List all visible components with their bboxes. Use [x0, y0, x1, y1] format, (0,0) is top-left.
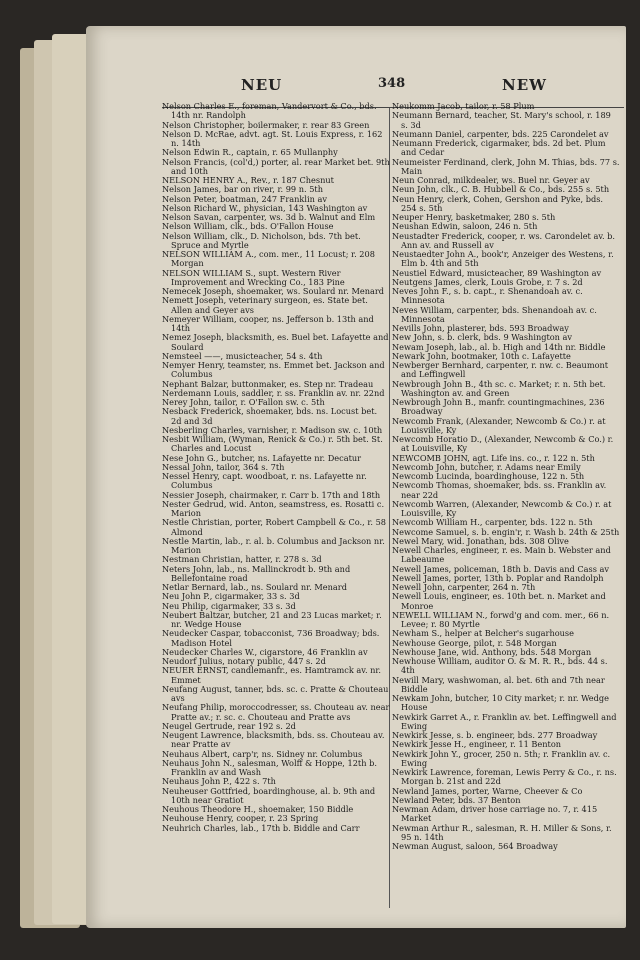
directory-entry: Neudecker Charles W., cigarstore, 46 Franklin av — [162, 646, 368, 657]
directory-entry: Newcomb William H., carpenter, bds. 122 n. 5th — [392, 517, 593, 528]
directory-entry: Nestman Christian, hatter, r. 278 s. 3d — [162, 554, 322, 565]
directory-entry: Neufang August, tanner, bds. sc. c. Pratte & Chouteau avs — [162, 683, 389, 703]
directory-entry: Newkirk Lawrence, foreman, Lewis Perry & Co., r. ns. Morgan b. 21st and 22d — [392, 767, 617, 787]
directory-entry: Nesbit William, (Wyman, Renick & Co.) r. 5th bet. St. Charles and Locust — [162, 434, 383, 454]
directory-entry: Nemett Joseph, veterinary surgeon, es. State bet. Allen and Geyer avs — [162, 295, 368, 315]
directory-entry: Newbrough John B., manfr. countingmachines, 236 Broadway — [392, 397, 605, 417]
directory-entry: Nelson William, clk., bds. O'Fallon House — [162, 221, 334, 232]
directory-entry: Newell James, porter, 13th b. Poplar and Randolph — [392, 572, 604, 583]
directory-entry: Nelson Edwin R., captain, r. 65 Mullanphy — [162, 147, 338, 158]
directory-entry: Newcomb Warren, (Alexander, Newcomb & Co.) r. at Louisville, Ky — [392, 498, 612, 518]
directory-entry: Neumann Frederick, cigarmaker, bds. 2d bet. Plum and Cedar — [392, 138, 606, 158]
page-number: 348 — [378, 76, 406, 91]
directory-entry: Neugent Lawrence, blacksmith, bds. ss. Chouteau av. near Pratte av — [162, 730, 385, 750]
directory-entry: Neuper Henry, basketmaker, 280 s. 5th — [392, 212, 556, 222]
directory-entry: Nelson Savan, carpenter, ws. 3d b. Walnut and Elm — [162, 212, 376, 222]
directory-entry: Nelson Peter, boatman, 247 Franklin av — [162, 193, 327, 204]
directory-entry: Newland Peter, bds. 37 Benton — [392, 794, 521, 805]
directory-entry: Neuhouse Henry, cooper, r. 23 Spring — [162, 813, 319, 824]
directory-entry: Newman Adam, driver hose carriage no. 7, r. 415 Market — [392, 804, 598, 824]
directory-entry: Nemeyer William, cooper, ns. Jefferson b. 13th and 14th — [162, 313, 374, 333]
directory-entry: NEUER ERNST, candlemanfr., es. Hamtramck av. nr. Emmet — [162, 665, 382, 685]
directory-entry: Neuhaus Albert, carp'r, ns. Sidney nr. Columbus — [162, 748, 363, 759]
directory-entry: Newhouse George, pilot, r. 548 Morgan — [392, 637, 557, 648]
directory-entry: New John, s. b. clerk, bds. 9 Washington av — [392, 332, 573, 343]
directory-entry: Nevills John, plasterer, bds. 593 Broadway — [392, 323, 569, 333]
directory-entry: Nestle Christian, porter, Robert Campbell & Co., r. 58 Almond — [162, 517, 386, 537]
directory-entry: Newcomb Horatio D., (Alexander, Newcomb & Co.) r. at Louisville, Ky — [392, 434, 614, 454]
directory-entry: Newhouse Jane, wid. Anthony, bds. 548 Morgan — [392, 646, 592, 657]
directory-entry: Newkirk Jesse, s. b. engineer, bds. 277 Broadway — [392, 730, 598, 740]
directory-entry: Newcomb Frank, (Alexander, Newcomb & Co.) r. at Louisville, Ky — [392, 415, 606, 435]
directory-entry: Nessier Joseph, chairmaker, r. Carr b. 17th and 18th — [162, 489, 381, 500]
directory-entry: Neudecker Caspar, tobacconist, 736 Broadway; bds. Madison Hotel — [162, 628, 380, 648]
directory-entry: Newkirk John Y., grocer, 250 n. 5th; r. Franklin av. c. Ewing — [392, 748, 611, 768]
directory-entry: Nese John G., butcher, ns. Lafayette nr. Decatur — [162, 452, 362, 463]
header-right-word: NEW — [502, 76, 547, 94]
directory-entry: Neumeister Ferdinand, clerk, John M. Thias, bds. 77 s. Main — [392, 156, 620, 176]
directory-entry: Newland James, porter, Warne, Cheever & Co — [392, 785, 583, 796]
directory-entry: Nessal John, tailor, 364 s. 7th — [162, 461, 285, 472]
directory-entry: Neun Conrad, milkdealer, ws. Buel nr. Geyer av — [392, 175, 590, 185]
directory-entry: Nelson Richard W., physician, 143 Washington av — [162, 202, 368, 213]
directory-entry: Nessel Henry, capt. woodboat, r. ns. Lafayette nr. Columbus — [162, 471, 367, 491]
directory-entry: Newell James, policeman, 18th b. Davis and Cass av — [392, 563, 610, 574]
directory-entry: Newark John, bootmaker, 10th c. Lafayette — [392, 350, 571, 361]
directory-entry: NELSON HENRY A., Rev., r. 187 Chesnut — [162, 175, 334, 185]
directory-entry: Newcomb Lucinda, boardinghouse, 122 n. 5th — [392, 471, 585, 481]
directory-entry: Newcome Samuel, s. b. engin'r, r. Wash b. 24th & 25th — [392, 526, 620, 537]
directory-entry: Nestle Martin, lab., r. al. b. Columbus and Jackson nr. Marion — [162, 535, 385, 555]
page-header — [86, 76, 626, 102]
directory-entry: Nephant Balzar, buttonmaker, es. Step nr. Tradeau — [162, 378, 374, 389]
directory-entry: Newell Louis, engineer, es. 10th bet. n. Market and Monroe — [392, 591, 606, 611]
directory-entry: Neushan Edwin, saloon, 246 n. 5th — [392, 221, 538, 232]
directory-entry: Newkirk Jesse H., engineer, r. 11 Benton — [392, 739, 562, 750]
directory-entry: Newill Mary, washwoman, al. bet. 6th and 7th near Biddle — [392, 674, 605, 694]
directory-entry: Neugel Gertrude, rear 192 s. 2d — [162, 720, 296, 731]
directory-entry: Newhouse William, auditor O. & M. R. R., bds. 44 s. 4th — [392, 656, 608, 676]
directory-entry: Nelson William, clk., D. Nicholson, bds. 7th bet. Spruce and Myrtle — [162, 230, 361, 250]
directory-entry: Nelson Francis, (col'd,) porter, al. rear Market bet. 9th and 10th — [162, 156, 390, 176]
directory-entry: Newell John, carpenter, 264 n. 7th — [392, 582, 536, 592]
directory-entry: Neufang Philip, moroccodresser, ss. Chouteau av. near Pratte av.; r. sc. c. Chouteau and Pratte avs — [162, 702, 390, 722]
directory-entry: Neuhrich Charles, lab., 17th b. Biddle and Carr — [162, 822, 360, 833]
header-left-word: NEU — [241, 76, 283, 94]
directory-entry: Neustiel Edward, musicteacher, 89 Washington av — [392, 267, 602, 278]
directory-entry: Newcomb John, butcher, r. Adams near Emily — [392, 461, 581, 472]
directory-entry: Neves John F., s. b. capt., r. Shenandoah av. c. Minnesota — [392, 286, 583, 306]
directory-entry: Nesback Frederick, shoemaker, bds. ns. Locust bet. 2d and 3d — [162, 406, 378, 426]
directory-entry: Nemyer Henry, teamster, ns. Emmet bet. Jackson and Columbus — [162, 360, 385, 380]
directory-entry: Neudorf Julius, notary public, 447 s. 2d — [162, 656, 326, 666]
directory-entry: Neukomm Jacob, tailor, r. 58 Plum — [392, 101, 535, 111]
directory-entry: NELSON WILLIAM S., supt. Western River Improvement and Wrecking Co., 183 Pine — [162, 267, 345, 287]
directory-entry: Neutgens James, clerk, Louis Grobe, r. 7 s. 2d — [392, 276, 583, 287]
directory-entry: Nester Gedrud, wid. Anton, seamstress, es. Rosatti c. Marion — [162, 498, 385, 518]
directory-entry: Neuhaus John P., 422 s. 7th — [162, 776, 276, 787]
directory-entry: Neu Philip, cigarmaker, 33 s. 3d — [162, 600, 296, 611]
directory-entry: NELSON WILLIAM A., com. mer., 11 Locust; r. 208 Morgan — [162, 249, 375, 269]
left-column — [162, 102, 390, 833]
directory-entry: Newham S., helper at Belcher's sugarhouse — [392, 628, 574, 639]
directory-entry: Nelson Christopher, boilermaker, r. rear 83 Green — [162, 119, 370, 130]
directory-entry: Newel Mary, wid. Jonathan, bds. 308 Olive — [392, 535, 569, 546]
directory-entry: Nelson D. McRae, advt. agt. St. Louis Express, r. 162 n. 14th — [162, 128, 383, 148]
directory-entry: Newman Arthur R., salesman, R. H. Miller & Sons, r. 95 n. 14th — [392, 822, 612, 842]
directory-entry: Newman August, saloon, 564 Broadway — [392, 841, 558, 851]
directory-entry: Nesberling Charles, varnisher, r. Madison sw. c. 10th — [162, 424, 383, 435]
directory-entry: Neumann Daniel, carpenter, bds. 225 Carondelet av — [392, 128, 609, 139]
directory-entry: Newkirk Garret A., r. Franklin av. bet. Leffingwell and Ewing — [392, 711, 617, 731]
directory-entry: Nemez Joseph, blacksmith, es. Buel bet. Lafayette and Soulard — [162, 332, 389, 352]
directory-entry: Newbrough John B., 4th sc. c. Market; r. n. 5th bet. Washington av. and Green — [392, 378, 606, 398]
directory-entry: Nerey John, tailor, r. O'Fallon sw. c. 5th — [162, 397, 325, 407]
directory-entry: Newberger Bernhard, carpenter, r. nw. c. Beaumont and Leffingwell — [392, 360, 609, 380]
directory-entry: Newam Joseph, lab., al. b. High and 14th nr. Biddle — [392, 341, 606, 352]
directory-entry: Nerdemann Louis, saddler, r. ss. Franklin av. nr. 22nd — [162, 387, 385, 398]
directory-entry: Neves William, carpenter, bds. Shenandoah av. c. Minnesota — [392, 304, 597, 324]
directory-entry: Nelson Charles E., foreman, Vandervort & Co., bds. 14th nr. Randolph — [162, 101, 377, 121]
directory-entry: Netlar Bernard, lab., ns. Soulard nr. Menard — [162, 582, 347, 592]
directory-entry: Neustadter Frederick, cooper, r. ws. Carondelet av. b. Ann av. and Russell av — [392, 230, 616, 250]
directory-entry: Newkam John, butcher, 10 City market; r. nr. Wedge House — [392, 693, 609, 713]
directory-entry: Newcomb Thomas, shoemaker, bds. ss. Franklin av. near 22d — [392, 480, 607, 500]
directory-entry: Neu John P., cigarmaker, 33 s. 3d — [162, 591, 300, 602]
right-column — [392, 102, 620, 851]
directory-entry: Nemsteel ——, musicteacher, 54 s. 4th — [162, 350, 323, 361]
directory-entry: Neumann Bernard, teacher, St. Mary's school, r. 189 s. 3d — [392, 110, 611, 130]
directory-entry: Neustaedter John A., book'r, Anzeiger des Westens, r. Elm b. 4th and 5th — [392, 249, 614, 269]
directory-page — [86, 26, 626, 928]
directory-entry: Nelson James, bar on river, r. 99 n. 5th — [162, 184, 323, 195]
directory-entry: Neuheuser Gottfried, boardinghouse, al. b. 9th and 10th near Gratiot — [162, 785, 376, 805]
directory-entry: NEWCOMB JOHN, agt. Life ins. co., r. 122 n. 5th — [392, 452, 595, 463]
directory-entry: NEWELL WILLIAM N., forwd'g and com. mer., 66 n. Levee; r. 80 Myrtle — [392, 609, 610, 629]
directory-entry: Neters John, lab., ns. Mallinckrodt b. 9th and Bellefontaine road — [162, 563, 351, 583]
directory-entry: Neun Henry, clerk, Cohen, Gershon and Pyke, bds. 254 s. 5th — [392, 193, 604, 213]
directory-entry: Newell Charles, engineer, r. es. Main b. Webster and Labeaume — [392, 545, 611, 565]
directory-entry: Neun John, clk., C. B. Hubbell & Co., bds. 255 s. 5th — [392, 184, 610, 195]
directory-entry: Neuhaus John N., salesman, Wolff & Hoppe, 12th b. Franklin av and Wash — [162, 757, 377, 777]
directory-entry: Neuhous Theodore H., shoemaker, 150 Biddle — [162, 804, 354, 814]
directory-entry: Nemecek Joseph, shoemaker, ws. Soulard nr. Menard — [162, 286, 385, 296]
directory-entry: Neubert Baltzar, butcher, 21 and 23 Lucas market; r. nr. Wedge House — [162, 609, 382, 629]
